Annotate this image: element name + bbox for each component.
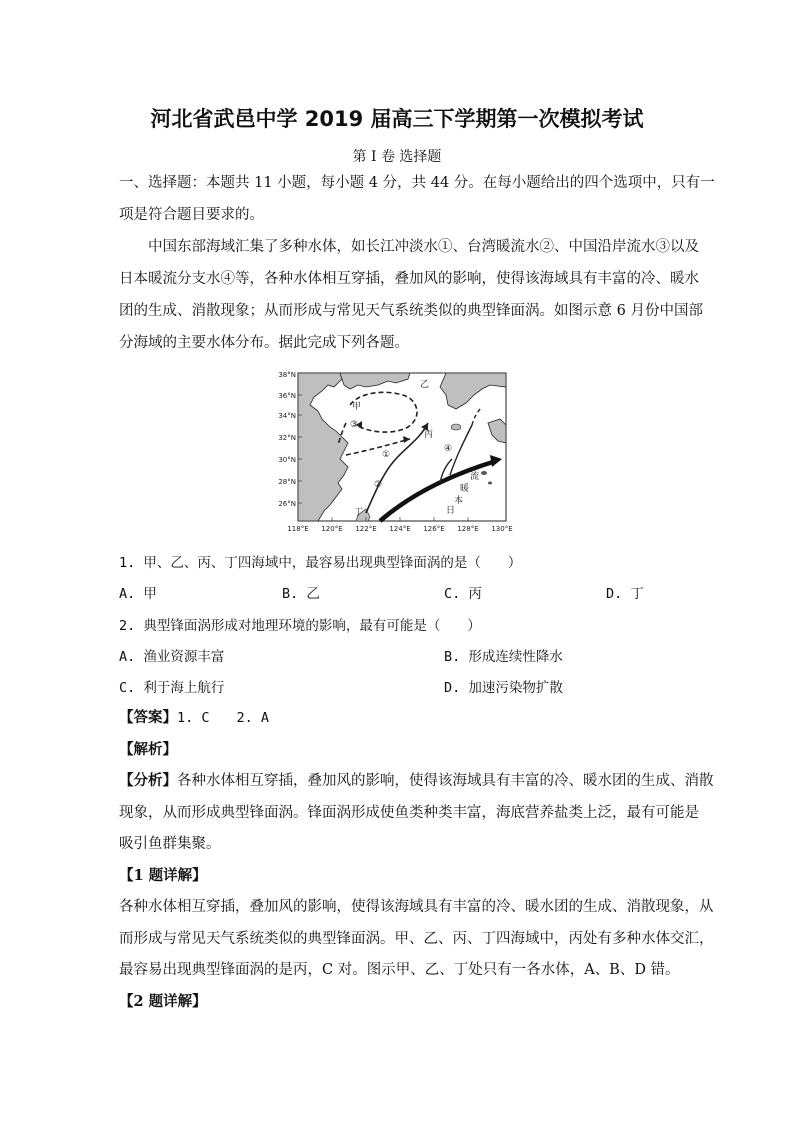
q1-option-c[interactable] [444,582,482,602]
passage-line-4: 分海域的主要水体分布。据此完成下列各题。 [119,335,409,351]
q1-option-b-text: 乙 [306,586,320,602]
passage-line-3: 团的生成、消散现象；从而形成与常见天气系统类似的典型锋面涡。如图示意 6 月份中国部 [119,303,703,319]
lat-label-28: 28°N [278,478,296,486]
lat-label-32: 32°N [278,434,296,442]
fenxi-label: 【分析】 [119,772,177,789]
q1-option-d-label: D. [606,586,623,602]
instructions-line-1: 一、选择题：本题共 11 小题，每小题 4 分，共 44 分。在每小题给出的四个选项中，只有一 [119,175,715,191]
region-jia-label: 甲 [352,402,362,412]
q2-option-d[interactable] [444,676,563,696]
lon-label-120: 120°E [321,525,343,533]
q2-option-c-text: 利于海上航行 [143,680,225,696]
q2-option-a[interactable] [119,645,224,665]
lon-label-124: 124°E [389,525,411,533]
fenxi-line-1 [119,769,714,790]
detail-1-line-1: 各种水体相互穿插，叠加风的影响，使得该海域具有丰富的冷、暖水团的生成、消散现象，从 [119,899,714,915]
q1-option-a[interactable] [119,582,157,602]
label-ben: 本 [454,496,464,506]
detail-2-heading: 【2 题详解】 [119,993,207,1010]
q1-option-d[interactable] [606,582,644,602]
analysis-heading: 【解析】 [119,741,177,758]
region-ding-label: 丁 [354,508,364,518]
lat-label-38: 38°N [278,371,296,379]
question-1-number: 1. [119,555,136,571]
label-ri: 日 [446,506,456,516]
answer-label: 【答案】 [119,709,177,726]
fenxi-line-3: 吸引鱼群集聚。 [119,836,221,852]
answer-text: 1. C 2. A [177,710,270,726]
lat-label-26: 26°N [278,500,296,508]
q2-option-b-text: 形成连续性降水 [468,649,563,665]
q1-option-a-label: A. [119,586,136,602]
passage-line-1: 中国东部海域汇集了多种水体，如长江冲淡水①、台湾暖流水②、中国沿岸流水③以及 [148,239,699,255]
page-title: 河北省武邑中学 2019 届高三下学期第一次模拟考试 [150,107,644,131]
lat-label-30: 30°N [278,456,296,464]
q2-option-a-label: A. [119,649,136,665]
fenxi-line-2: 现象，从而形成典型锋面涡。锋面涡形成使鱼类种类丰富，海底营养盐类上泛，最有可能是 [119,805,699,821]
detail-1-heading: 【1 题详解】 [119,867,207,884]
lon-label-130: 130°E [491,525,513,533]
fenxi-text-1: 各种水体相互穿插，叠加风的影响，使得该海域具有丰富的冷、暖水团的生成、消散 [177,773,714,789]
q1-option-c-label: C. [444,586,461,602]
q2-option-c[interactable] [119,676,224,696]
lon-label-118: 118°E [287,525,309,533]
question-1 [119,551,521,571]
answer-line [119,706,679,727]
q2-option-b-label: B. [444,649,461,665]
q1-option-b[interactable] [282,582,320,602]
q1-option-a-text: 甲 [143,586,157,602]
section-subtitle: 第 I 卷 选择题 [352,149,442,165]
ocean-water-mass-map [270,365,520,537]
detail-1-line-2: 而形成与常见天气系统类似的典型锋面涡。甲、乙、丙、丁四海域中，丙处有多种水体交汇， [119,931,714,947]
q2-option-d-label: D. [444,680,461,696]
label-nuan: 暖 [460,484,470,494]
lon-label-122: 122°E [355,525,377,533]
instructions-line-2: 项是符合题目要求的。 [119,207,264,223]
q2-option-a-text: 渔业资源丰富 [143,649,225,665]
question-2 [119,614,481,634]
q2-option-d-text: 加速污染物扩散 [468,680,563,696]
lat-label-34: 34°N [278,412,296,420]
label-num1: ① [382,450,391,460]
lon-label-126: 126°E [423,525,445,533]
passage-line-2: 日本暖流分支水④等，各种水体相互穿插，叠加风的影响，使得该海域具有丰富的冷、暖水 [119,271,699,287]
lon-label-128: 128°E [457,525,479,533]
question-2-text: 典型锋面涡形成对地理环境的影响，最有可能是（ ） [143,618,481,634]
q1-option-c-text: 丙 [468,586,482,602]
label-num3: ③ [350,420,359,430]
q2-option-b[interactable] [444,645,563,665]
question-2-number: 2. [119,618,136,634]
q1-option-d-text: 丁 [630,586,644,602]
detail-1-line-3: 最容易出现典型锋面涡的是丙，C 对。图示甲、乙、丁处只有一各水体，A、B、D 错。 [119,962,680,978]
lat-label-36: 36°N [278,392,296,400]
question-1-text: 甲、乙、丙、丁四海域中，最容易出现典型锋面涡的是（ ） [143,555,522,571]
label-num2: ② [374,480,383,490]
region-yi-label: 乙 [420,380,430,390]
q1-option-b-label: B. [282,586,299,602]
q2-option-c-label: C. [119,680,136,696]
label-num4: ④ [444,444,453,454]
region-bing-label: 丙 [424,430,434,440]
label-liu: 流 [470,472,480,482]
